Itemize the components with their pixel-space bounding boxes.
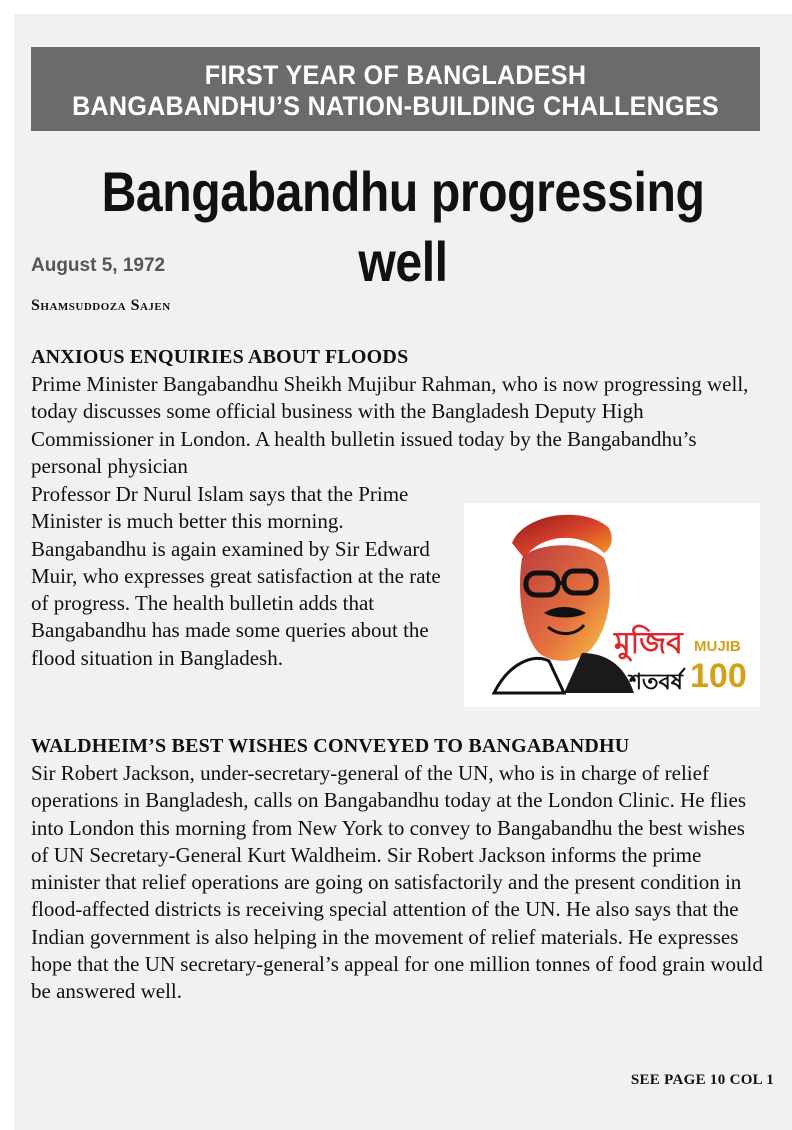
banner-line-2: BANGABANDHU’S NATION-BUILDING CHALLENGES [72,91,719,121]
section-2-paragraph: Sir Robert Jackson, under-secretary-general of the UN, who is in charge of relief operations in Bangladesh, calls on Bangabandhu today at the London Clinic. He flies into London this morning from New York to convey to Bangabandhu the best wishes of UN Secretary-General Kurt Waldheim. Sir Robert Jackson informs the prime minister that relief operations are going on satisfactorily and the present condition in flood-affected districts is receiving special attention of the UN. He also says that the Indian government is also helping in the movement of relief materials. He expresses hope that the UN secretary-general’s appeal for one million tonnes of food grain would be answered well. [31,761,763,1004]
dateline: August 5, 1972 [31,255,166,276]
series-banner [31,47,760,131]
section-1-paragraph: Prime Minister Bangabandhu Sheikh Mujibur Rahman, who is now progressing well, today discusses some official business with the Bangladesh Deputy High Commissioner in London. A health bulletin issued today by the Bangabandhu’s personal physician [31,372,749,478]
section-1-wrapped-paragraph: Professor Dr Nurul Islam says that the Prime Minister is much better this morning. Bangabandhu is again examined by Sir Edward Muir, who expresses great satisfaction at the rate of progress. The health bulletin adds that Bangabandhu has made some queries about the flood situation in Bangladesh. [31,482,441,670]
logo-bengali-bottom: শতবর্ষ [629,670,683,695]
banner-line-1: FIRST YEAR OF BANGLADESH [204,60,587,90]
byline: Shamsuddoza Sajen [31,297,171,314]
logo-100: 100 [690,657,747,695]
mujib-portrait-illustration [464,503,760,707]
article-page [14,14,792,1130]
headline-text: Bangabandhu progressing well [101,160,705,293]
section-2-heading: WALDHEIM’S BEST WISHES CONVEYED TO BANGABANDHU [31,735,630,757]
logo-mujib-word: MUJIB [694,638,741,655]
logo-bengali-top: মুজিব [614,626,683,661]
continuation-note: SEE PAGE 10 COL 1 [630,1072,774,1088]
mujib-100-logo [464,503,760,707]
section-1-heading: ANXIOUS ENQUIRIES ABOUT FLOODS [31,346,409,368]
